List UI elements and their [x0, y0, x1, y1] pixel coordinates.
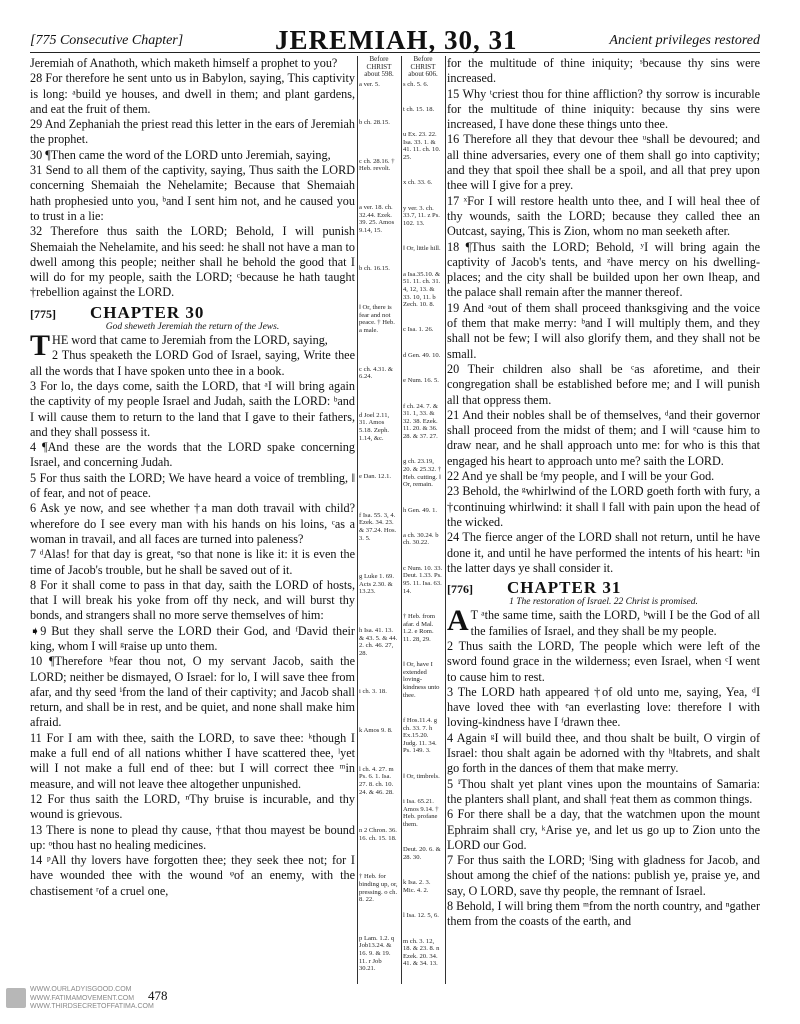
verse: 2 Thus speaketh the LORD God of Israel, saying, Write thee all the words that I have spoken unto thee in a book.: [30, 348, 355, 378]
drop-cap: T: [30, 329, 51, 363]
margin-rule-right: [445, 56, 446, 984]
verse: 3 The LORD hath appeared †of old unto me, saying, Yea, ᵈI have loved thee with ᵉan everlasting love: therefore ‖ with loving-kindness have I ᶠdrawn thee.: [447, 684, 760, 730]
verse: 17 ˣFor I will restore health unto thee, and I will heal thee of thy wounds, saith the LORD; because they called thee an Outcast, saying, This is Zion, whom no man seeketh after.: [447, 193, 760, 239]
verse-text: HE word that came to Jeremiah from the LORD, saying,: [52, 333, 328, 348]
verse: 21 And their nobles shall be of themselves, ᵈand their governor shall proceed from the midst of them; and I will ᵉcause him to draw near, and he shall approach unto me: for who is this that engaged his heart to approach unto me? saith the LORD.: [447, 407, 760, 468]
cross-reference: c ch. 4.31. & 6.24.: [359, 365, 394, 381]
cross-reference: a Isa.35.10. & 51. 11. ch. 31. 4, 12, 13. & 33. 10, 11. b Zech. 10. 8.: [403, 270, 441, 309]
chapter-30-heading: [30, 302, 355, 322]
cross-reference: a ver. 18. ch. 32.44. Ezek. 39. 25. Amos 9.14, 15.: [359, 204, 395, 234]
cross-reference: c Num. 10. 33. Deut. 1.33. Ps. 95. 11. Isa. 63. 14.: [403, 564, 443, 595]
verse: 24 The fierce anger of the LORD shall not return, until he have done it, and until he have performed the intents of his heart: ʰin the latter days ye shall consider it.: [447, 530, 760, 575]
page-header: [30, 25, 760, 55]
cross-reference: i ch. 3. 18.: [359, 688, 387, 696]
cross-reference: a ch. 30.24. b ch. 30.22.: [403, 531, 439, 547]
cross-reference: f Isa. 55. 3, 4. Ezek. 34. 23. & 37.24. Hos. 3. 5.: [359, 511, 397, 542]
verse: 8 For it shall come to pass in that day, saith the LORD of hosts, that I will break his yoke from off thy neck, and will burst thy bonds, and strangers shall no more serve themselves of him:: [30, 577, 355, 623]
cross-reference: ‖ Or, little hill.: [403, 245, 441, 253]
verse: 19 And ᵃout of them shall proceed thanksgiving and the voice of them that make merry: ᵇand I will multiply them, and they shall not be few; I will also glorify them, and they shall not be small.: [447, 300, 760, 361]
verse: 23 Behold, the ᵍwhirlwind of the LORD goeth forth with fury, a †continuing whirlwind: it shall ‖ fall with pain upon the head of the wicked.: [447, 484, 760, 529]
cross-reference: f Hos.11.4. g ch. 33. 7. h Ex.15.20. Judg. 11. 34. Ps. 149. 3.: [403, 716, 438, 755]
book-title: JEREMIAH, 30, 31: [275, 25, 518, 55]
margin-rule-left: [357, 56, 358, 984]
verse: 14 ᵖAll thy lovers have forgotten thee; they seek thee not; for I have wounded thee with the wound ᵠof an enemy, with the chastisement ʳof a cruel one,: [30, 853, 355, 898]
verse: 10 ¶Therefore ʰfear thou not, O my servant Jacob, saith the LORD; neither be dismayed, O Israel: for lo, I will save thee from afar, and thy seed ⁱfrom the land of their captivity; and Jacob shall return, and shall be in rest, and be quiet, and none shall make him afraid.: [30, 654, 355, 730]
verse: 32 Therefore thus saith the LORD; Behold, I will punish Shemaiah the Nehelamite, and his seed: he shall not have a man to dwell among this people; neither shall he behold the good that I will do for my people, saith the LORD; ᶜbecause he hath taught †rebellion against the LORD.: [30, 224, 355, 300]
cross-reference: b ch. 16.15.: [359, 265, 390, 273]
cross-reference: m ch. 3. 12, 18. & 23. 8. n Ezek. 20. 34. 41. & 34. 13.: [403, 937, 440, 968]
verse: 6 Ask ye now, and see whether †a man doth travail with child? wherefore do I see every man with his hands on his loins, ᶜas a woman in travail, and all faces are turned into paleness?: [30, 501, 355, 546]
verse: 8 Behold, I will bring them ᵐfrom the north country, and ⁿgather them from the coasts of the earth, and: [447, 899, 760, 929]
cross-reference: l Isa. 12. 5, 6.: [403, 912, 439, 920]
cross-reference: g Luke 1. 69. Acts 2.30. & 13.23.: [359, 573, 394, 596]
cross-reference: d Gen. 49. 10.: [403, 351, 441, 359]
verse: 4 ¶And these are the words that the LORD spake concerning Israel, and concerning Judah.: [30, 440, 355, 470]
verse-first: [447, 604, 760, 639]
verse: 6 For there shall be a day, that the watchmen upon the mount Ephraim shall cry, ᵏArise ye, and let us go up to Zion unto the LORD our God.: [447, 807, 760, 852]
cross-reference: c Isa. 1. 26.: [403, 326, 434, 334]
cross-reference: k Amos 9. 8.: [359, 727, 393, 735]
cross-reference: b ch. 28.15.: [359, 119, 390, 127]
cross-reference: i Isa. 65.21. Amos 9.14. † Heb. profane them.: [403, 798, 439, 828]
cross-reference: † Heb. from afar. d Mal. 1.2. e Rom. 11. 28, 29.: [403, 613, 436, 643]
website-link[interactable]: WWW.FATIMAMOVEMENT.COM: [30, 994, 135, 1002]
cross-reference: n 2 Chron. 36. 16. ch. 15. 18.: [359, 827, 397, 842]
date-note: Before CHRIST about 606.: [408, 55, 438, 78]
chapter-title: CHAPTER 30: [90, 302, 205, 322]
cross-reference: f ch. 24. 7. & 31. 1, 33. & 32. 38. Ezek. 11. 20. & 36. 28. & 37. 27.: [403, 402, 438, 440]
verse: 12 For thus saith the LORD, ⁿThy bruise is incurable, and thy wound is grievous.: [30, 791, 355, 822]
chapter-summary: God sheweth Jeremiah the return of the Jews.: [105, 322, 280, 333]
website-link[interactable]: WWW.OURLADYISGOOD.COM: [30, 986, 132, 993]
chapter-title: CHAPTER 31: [507, 578, 622, 598]
website-link[interactable]: WWW.THIRDSECRETOFFATIMA.COM: [30, 1003, 154, 1010]
left-text-column: [30, 56, 355, 899]
cross-reference: e Dan. 12.1.: [359, 473, 392, 481]
cross-reference: Deut. 20. 6. & 28. 30.: [403, 846, 441, 861]
verse: ➧9 But they shall serve the LORD their God, and ᶠDavid their king, whom I will ᵍraise up unto them.: [30, 623, 355, 653]
margin-column-right: [403, 56, 443, 969]
chapter-summary: 1 The restoration of Israel. 22 Christ is promised.: [509, 597, 698, 608]
chapter-number: [776]: [447, 582, 473, 597]
verse: 5 ⁱThou shalt yet plant vines upon the mountains of Samaria: the planters shall plant, and shall †eat them as common things.: [447, 776, 760, 806]
verse: 18 ¶Thus saith the LORD; Behold, ʸI will bring again the captivity of Jacob's tents, and ᶻhave mercy on his dwelling-places; and the city shall be builded upon her own ‖heap, and the palace shall remain after the manner thereof.: [447, 239, 760, 300]
verse: 13 There is none to plead thy cause, †that thou mayest be bound up: ᵒthou hast no healing medicines.: [30, 822, 355, 852]
right-text-column: [447, 56, 760, 930]
verse: 16 Therefore all they that devour thee ᵘshall be devoured; and all thine adversaries, every one of them shall go into captivity; and they that spoil thee shall be a spoil, and all that prey upon thee will I give for a prey.: [447, 132, 760, 193]
seal-icon: [6, 988, 26, 1008]
verse: Jeremiah of Anathoth, which maketh himself a prophet to you?: [30, 56, 338, 70]
website-list: [30, 986, 154, 1012]
cross-reference: x ch. 33. 6.: [403, 179, 433, 187]
cross-reference: g ch. 23.19, 20. & 25.32. † Heb. cutting. ‖ Or, remain.: [403, 458, 442, 489]
cross-reference: ‖ Or, there is fear and not peace. † Heb. a male.: [359, 304, 395, 334]
cross-reference: k Isa. 2. 3. Mic. 4. 2.: [403, 879, 431, 894]
verse: for the multitude of thine iniquity; ˢbecause thy sins were increased.: [447, 56, 760, 86]
chapter-count-header: [775 Consecutive Chapter]: [30, 33, 184, 48]
verse: 2 Thus saith the LORD, The people which were left of the sword found grace in the wilderness; even Israel, when ᶜI went to cause him to rest.: [447, 638, 760, 684]
cross-reference: t ch. 15. 18.: [403, 105, 435, 113]
cross-reference: ‖ Or, have I extended loving-kindness unto thee.: [403, 661, 440, 699]
cross-reference: † Heb. for binding up, or, pressing. o ch. 8. 22.: [359, 873, 398, 904]
cross-reference: u Ex. 23. 22. Isa. 33. 1. & 41. 11. ch. 10. 25.: [403, 131, 441, 162]
cross-reference: s ch. 5. 6.: [403, 80, 429, 88]
drop-cap: A: [447, 604, 469, 638]
cross-reference: d Joel 2.11, 31. Amos 5.18. Zeph. 1.14, &c.: [359, 411, 390, 442]
page-number: 478: [148, 988, 168, 1003]
cross-reference: h Gen. 49. 1.: [403, 506, 438, 514]
verse: 20 Their children also shall be ᶜas aforetime, and their congregation shall be established before me; and I will punish all that oppress them.: [447, 361, 760, 407]
left-verses-top: [30, 56, 355, 301]
date-note: Before CHRIST about 598.: [364, 55, 394, 78]
verse: 5 For thus saith the LORD; We have heard a voice of trembling, ‖ of fear, and not of peace.: [30, 470, 355, 501]
verse: 11 For I am with thee, saith the LORD, to save thee: ᵏthough I make a full end of all nations whither I have scattered thee, ˡyet will I not make a full end of thee: but I will correct thee ᵐin measure, and will not leave thee altogether unpunished.: [30, 730, 355, 791]
verse: 29 And Zephaniah the priest read this letter in the ears of Jeremiah the prophet.: [30, 117, 355, 147]
cross-reference: l ch. 4. 27. m Ps. 6. 1. Isa. 27. 8. ch. 10. 24. & 46. 28.: [359, 765, 394, 796]
verse-text: T ᵃthe same time, saith the LORD, ᵇwill I be the God of all the families of Israel, and they shall be my people.: [470, 608, 760, 638]
verse: 7 For thus saith the LORD; ˡSing with gladness for Jacob, and shout among the chief of the nations: publish ye, praise ye, and say, O LORD, save thy people, the remnant of Israel.: [447, 853, 760, 898]
margin-rule-center: [401, 56, 402, 984]
cross-reference: y ver. 3. ch. 33.7, 11. z Ps. 102. 13.: [403, 204, 440, 227]
cross-reference: e Num. 16. 5.: [403, 377, 439, 385]
cross-reference: a ver. 5.: [359, 80, 380, 88]
cross-reference: ‖ Or, timbrels.: [403, 772, 440, 780]
verse: 31 Send to all them of the captivity, saying, Thus saith the LORD concerning Shemaiah the Nehelamite; Because that Shemaiah hath prophesied unto you, ᵇand I sent him not, and he caused you to trust in a lie:: [30, 163, 355, 223]
verse: 15 Why ᵗcriest thou for thine affliction? thy sorrow is incurable for the multitude of thine iniquity: because thy sins were increased, I have done these things unto thee.: [447, 86, 760, 132]
verse: 28 For therefore he sent unto us in Babylon, saying, This captivity is long: ᵃbuild ye houses, and dwell in them; and plant gardens, and eat the fruit of them.: [30, 71, 355, 116]
page-footer: [0, 982, 800, 1018]
cross-reference: c ch. 28.16. † Heb. revolt.: [359, 157, 395, 173]
margin-column-left: [359, 56, 399, 974]
cross-reference-margin: [357, 56, 445, 984]
verse: 30 ¶Then came the word of the LORD unto Jeremiah, saying,: [30, 147, 331, 162]
section-heading: Ancient privileges restored: [609, 33, 760, 48]
cross-reference: p Lam. 1.2. q Job13.24. & 16. 9. & 19. 11. r Job 30.21.: [359, 934, 395, 973]
verse: 22 And ye shall be ᶠmy people, and I will be your God.: [447, 469, 715, 484]
chapter-31-heading: [447, 580, 760, 597]
chapter-number: [775]: [30, 306, 56, 321]
verse: 3 For lo, the days come, saith the LORD, that ᵃI will bring again the captivity of my people Israel and Judah, saith the LORD: ᵇand I will cause them to return to the land that I gave to their fathers, and they shall possess it.: [30, 378, 355, 439]
verse: 7 ᵈAlas! for that day is great, ᵉso that none is like it: it is even the time of Jacob's trouble, but he shall be saved out of it.: [30, 547, 355, 577]
verse: 4 Again ᵍI will build thee, and thou shalt be built, O virgin of Israel: thou shalt again be adorned with thy ʰ‖tabrets, and shalt go forth in the dances of them that make merry.: [447, 730, 760, 776]
cross-reference: h Isa. 41. 13. & 43. 5. & 44. 2. ch. 46. 27, 28.: [359, 627, 398, 657]
